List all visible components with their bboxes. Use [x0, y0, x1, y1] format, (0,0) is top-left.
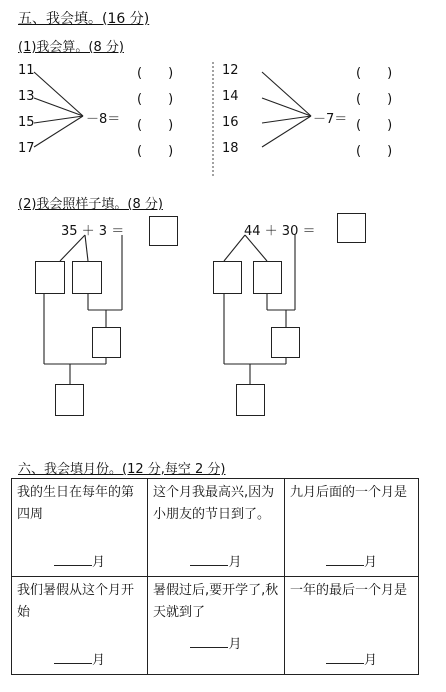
left-final-box[interactable] [55, 384, 84, 416]
left-number-3: 15 [18, 115, 35, 130]
cell-text: 一年的最后一个月是 [290, 583, 408, 598]
month-cell [285, 577, 419, 675]
right-answer-1[interactable]: ( ) [356, 66, 393, 81]
right-number-1: 12 [222, 63, 239, 78]
right-answer-3[interactable]: ( ) [356, 118, 393, 133]
section6-title: 六、我会填月份。(12 分,每空 2 分) [18, 462, 226, 477]
cell-text: 九月后面的一个月是 [290, 485, 408, 500]
left-answer-2[interactable]: ( ) [137, 92, 174, 107]
left-split-box-2[interactable] [72, 261, 102, 294]
right-number-2: 14 [222, 89, 239, 104]
table-row [12, 577, 419, 675]
month-answer[interactable]: 月 [148, 551, 284, 574]
left-number-4: 17 [18, 141, 35, 156]
right-number-4: 18 [222, 141, 239, 156]
right-number-3: 16 [222, 115, 239, 130]
right-operator: －7＝ [313, 112, 348, 127]
month-answer[interactable]: 月 [285, 649, 418, 672]
month-cell [285, 479, 419, 577]
left-expression: 35 ＋ 3 ＝ [61, 224, 125, 239]
right-expression: 44 ＋ 30 ＝ [244, 224, 316, 239]
cell-text: 我的生日在每年的第四周 [17, 485, 135, 522]
left-operator: －8＝ [86, 112, 121, 127]
month-cell [148, 479, 285, 577]
left-answer-4[interactable]: ( ) [137, 144, 174, 159]
left-number-1: 11 [18, 63, 35, 78]
part2-title: (2)我会照样子填。(8 分) [18, 197, 163, 212]
month-cell [148, 577, 285, 675]
right-sum-box[interactable] [271, 327, 300, 358]
cell-text: 这个月我最高兴,因为小朋友的节日到了。 [153, 485, 275, 522]
left-number-2: 13 [18, 89, 35, 104]
right-split-box-2[interactable] [253, 261, 282, 294]
section5-title: 五、我会填。(16 分) [18, 11, 150, 27]
right-split-box-1[interactable] [213, 261, 242, 294]
left-answer-3[interactable]: ( ) [137, 118, 174, 133]
right-result-box[interactable] [337, 213, 366, 243]
left-split-box-1[interactable] [35, 261, 65, 294]
month-answer[interactable]: 月 [148, 633, 284, 656]
right-final-box[interactable] [236, 384, 265, 416]
month-answer[interactable]: 月 [12, 551, 147, 574]
month-answer[interactable]: 月 [285, 551, 418, 574]
table-row [12, 479, 419, 577]
part1-title: (1)我会算。(8 分) [18, 40, 124, 55]
right-answer-4[interactable]: ( ) [356, 144, 393, 159]
cell-text: 暑假过后,要开学了,秋天就到了 [153, 583, 279, 620]
left-sum-box[interactable] [92, 327, 121, 358]
left-result-box[interactable] [149, 216, 178, 246]
months-table [11, 478, 419, 675]
month-cell [12, 577, 148, 675]
month-cell [12, 479, 148, 577]
left-answer-1[interactable]: ( ) [137, 66, 174, 81]
right-answer-2[interactable]: ( ) [356, 92, 393, 107]
month-answer[interactable]: 月 [12, 649, 147, 672]
cell-text: 我们暑假从这个月开始 [17, 583, 135, 620]
